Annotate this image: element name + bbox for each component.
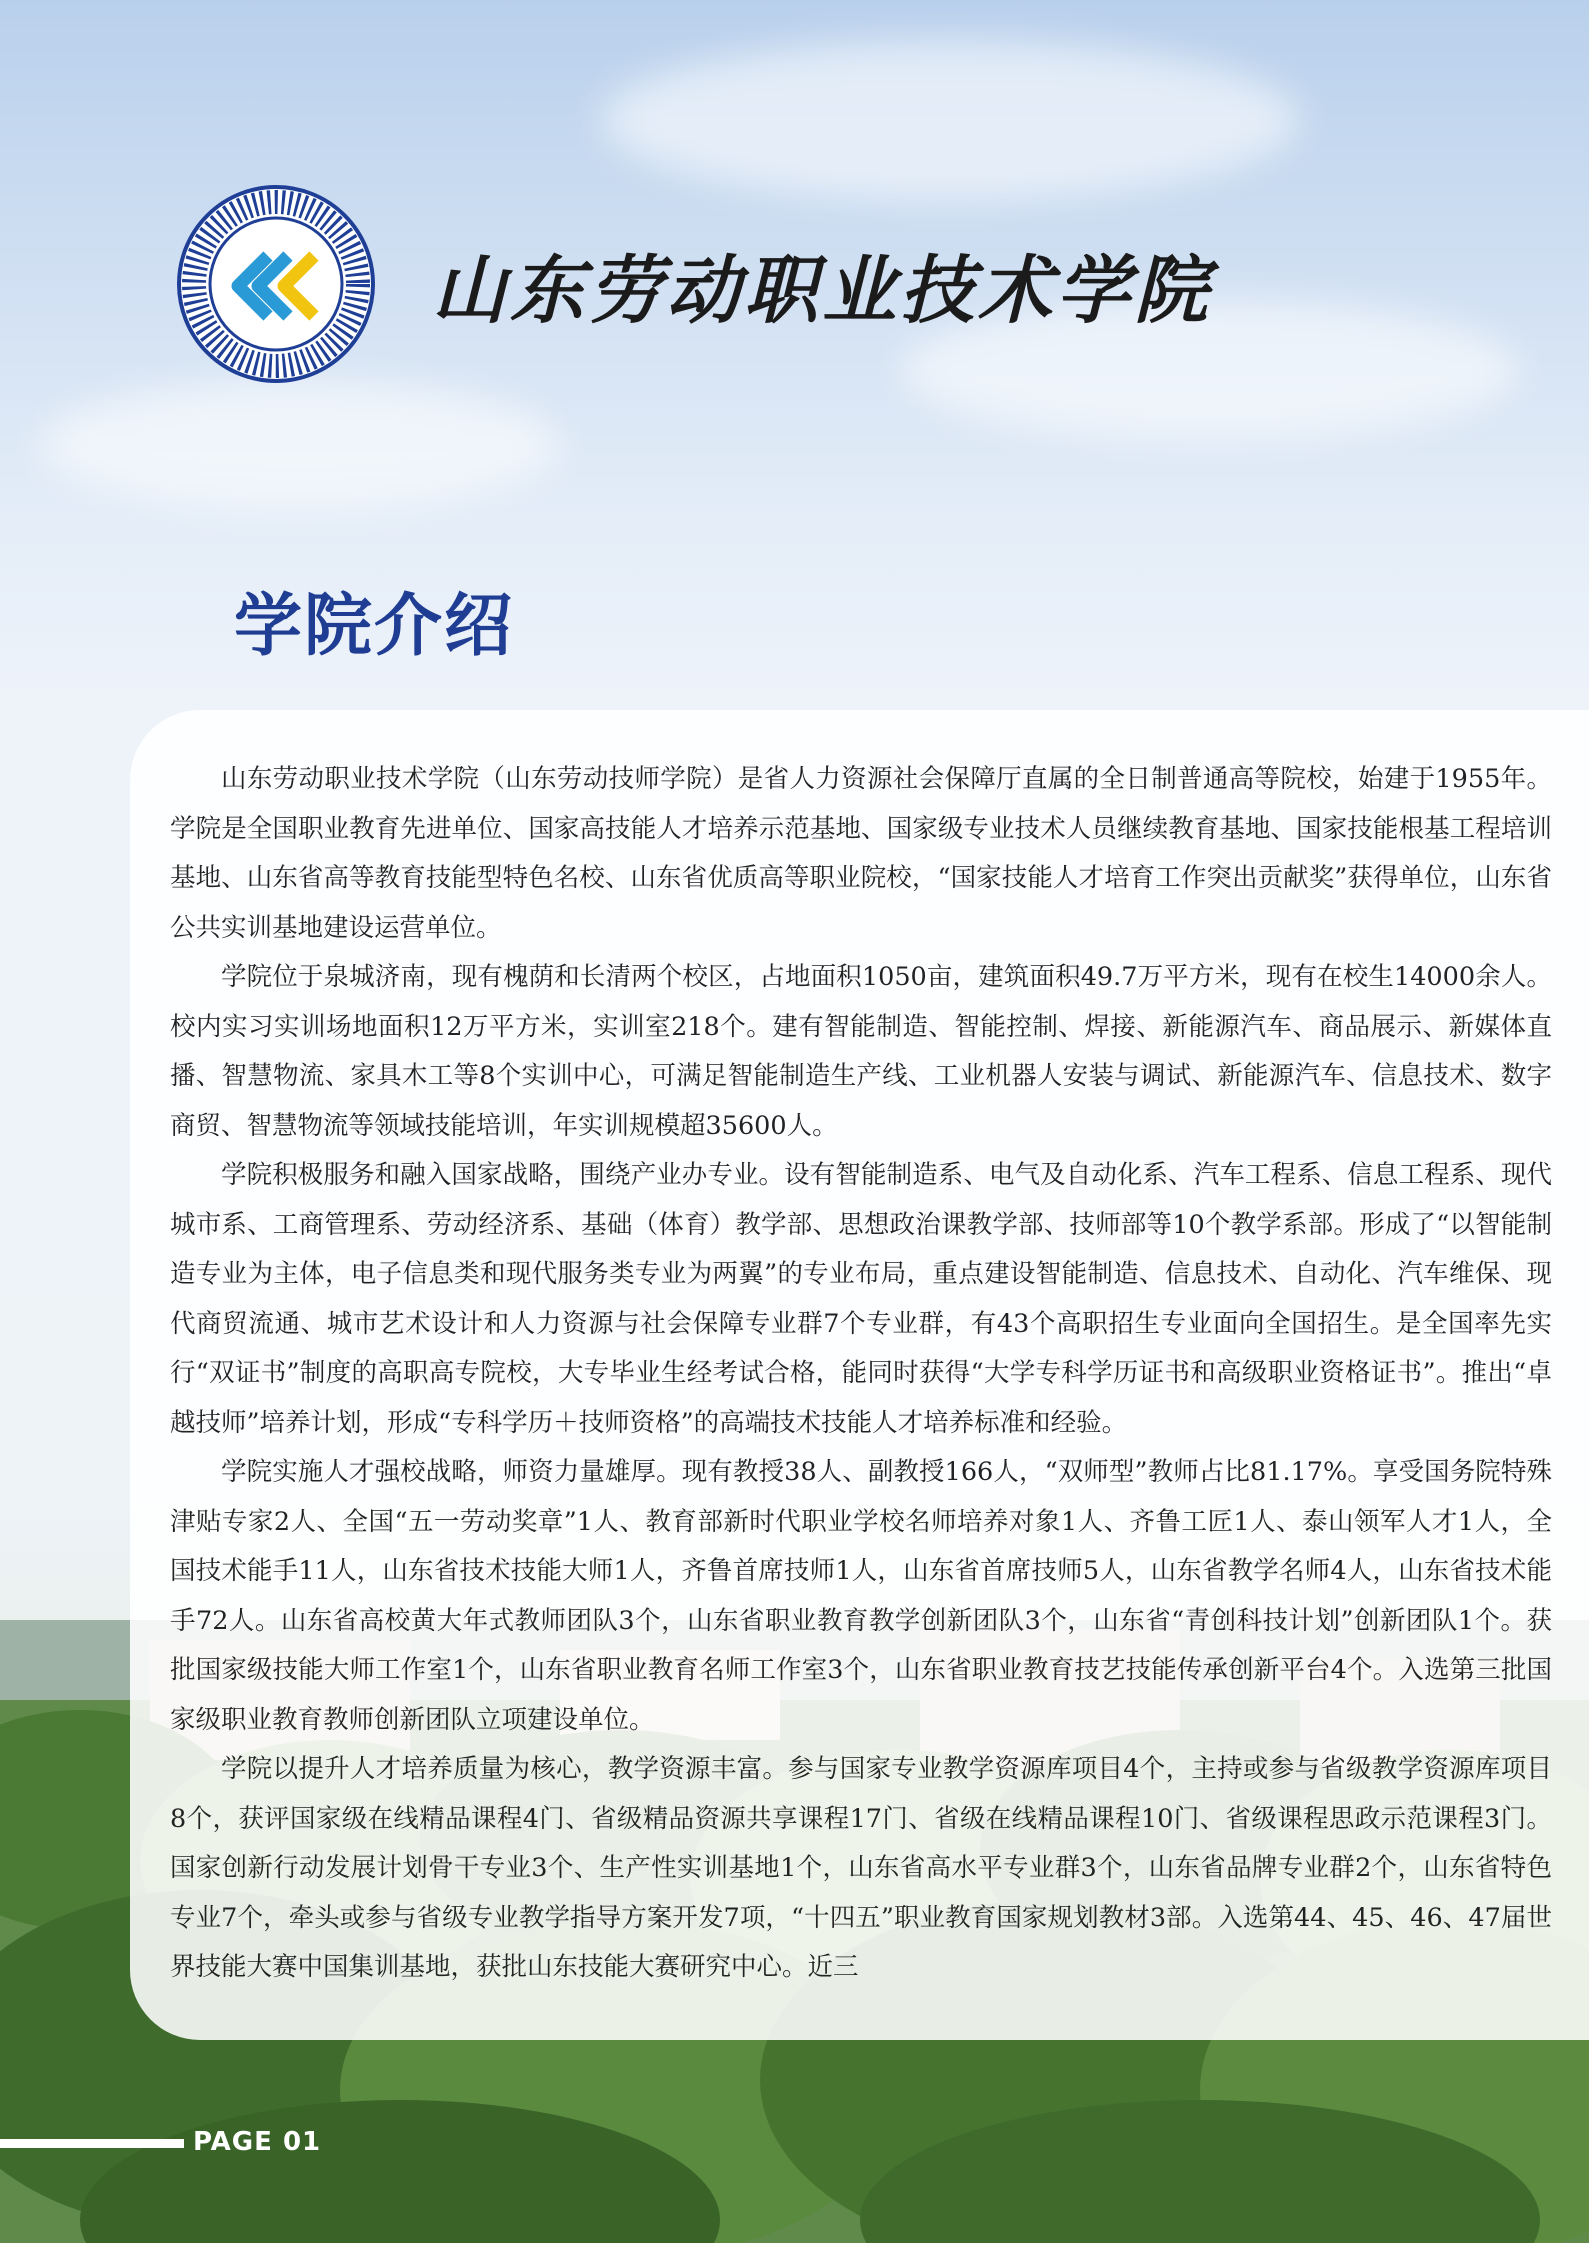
college-name-title: 山东劳动职业技术学院 (432, 248, 1212, 334)
paragraph-departments: 学院积极服务和融入国家战略，围绕产业办专业。设有智能制造系、电气及自动化系、汽车工程系、信息工程系、现代城市系、工商管理系、劳动经济系、基础（体育）教学部、思想政治课教学部、技师部等10个教学系部。形成了“以智能制造专业为主体，电子信息类和现代服务类专业为两翼”的专业布局，重点建设智能制造、信息技术、自动化、汽车维保、现代商贸流通、城市艺术设计和人力资源与社会保障专业群7个专业群，有43个高职招生专业面向全国招生。是全国率先实行“双证书”制度的高职高专院校，大专毕业生经考试合格，能同时获得“大学专科学历证书和高级职业资格证书”。推出“卓越技师”培养计划，形成“专科学历＋技师资格”的高端技术技能人才培养标准和经验。 (170, 1160, 1552, 1438)
paragraph-history: 山东劳动职业技术学院（山东劳动技师学院）是省人力资源社会保障厅直属的全日制普通高等院校，始建于1955年。学院是全国职业教育先进单位、国家高技能人才培养示范基地、国家级专业技术人员继续教育基地、国家技能根基工程培训基地、山东省高等教育技能型特色名校、山东省优质高等职业院校，“国家技能人才培育工作突出贡献奖”获得单位，山东省公共实训基地建设运营单位。 (170, 764, 1552, 943)
college-introduction-text (170, 755, 1552, 1993)
paragraph-teaching-resources: 学院以提升人才培养质量为核心，教学资源丰富。参与国家专业教学资源库项目4个，主持或参与省级教学资源库项目8个，获评国家级在线精品课程4门、省级精品资源共享课程17门、省级在线精品课程10门、省级课程思政示范课程3门。国家创新行动发展计划骨干专业3个、生产性实训基地1个，山东省高水平专业群3个，山东省品牌专业群2个，山东省特色专业7个，牵头或参与省级专业教学指导方案开发7项，“十四五”职业教育国家规划教材3部。入选第44、45、46、47届世界技能大赛中国集训基地，获批山东技能大赛研究中心。近三 (170, 1754, 1552, 1982)
page-number: PAGE 01 (193, 2127, 322, 2157)
sky-cloud (600, 40, 1300, 200)
section-title: 学院介绍 (234, 586, 515, 666)
sky-cloud (40, 380, 560, 510)
paragraph-faculty: 学院实施人才强校战略，师资力量雄厚。现有教授38人、副教授166人，“双师型”教师占比81.17%。享受国务院特殊津贴专家2人、全国“五一劳动奖章”1人、教育部新时代职业学校名师培养对象1人、齐鲁工匠1人、泰山领军人才1人，全国技术能手11人，山东省技术技能大师1人，齐鲁首席技师1人，山东省首席技师5人，山东省教学名师4人，山东省技术能手72人。山东省高校黄大年式教师团队3个，山东省职业教育教学创新团队3个，山东省“青创科技计划”创新团队1个。获批国家级技能大师工作室1个，山东省职业教育名师工作室3个，山东省职业教育技艺技能传承创新平台4个。入选第三批国家级职业教育教师创新团队立项建设单位。 (170, 1457, 1552, 1735)
footer-rule (0, 2139, 184, 2148)
paragraph-campus: 学院位于泉城济南，现有槐荫和长清两个校区，占地面积1050亩，建筑面积49.7万平方米，现有在校生14000余人。校内实习实训场地面积12万平方米，实训室218个。建有智能制造、智能控制、焊接、新能源汽车、商品展示、新媒体直播、智慧物流、家具木工等8个实训中心，可满足智能制造生产线、工业机器人安装与调试、新能源汽车、信息技术、数字商贸、智慧物流等领域技能培训，年实训规模超35600人。 (170, 962, 1552, 1141)
college-logo-icon (176, 184, 376, 384)
